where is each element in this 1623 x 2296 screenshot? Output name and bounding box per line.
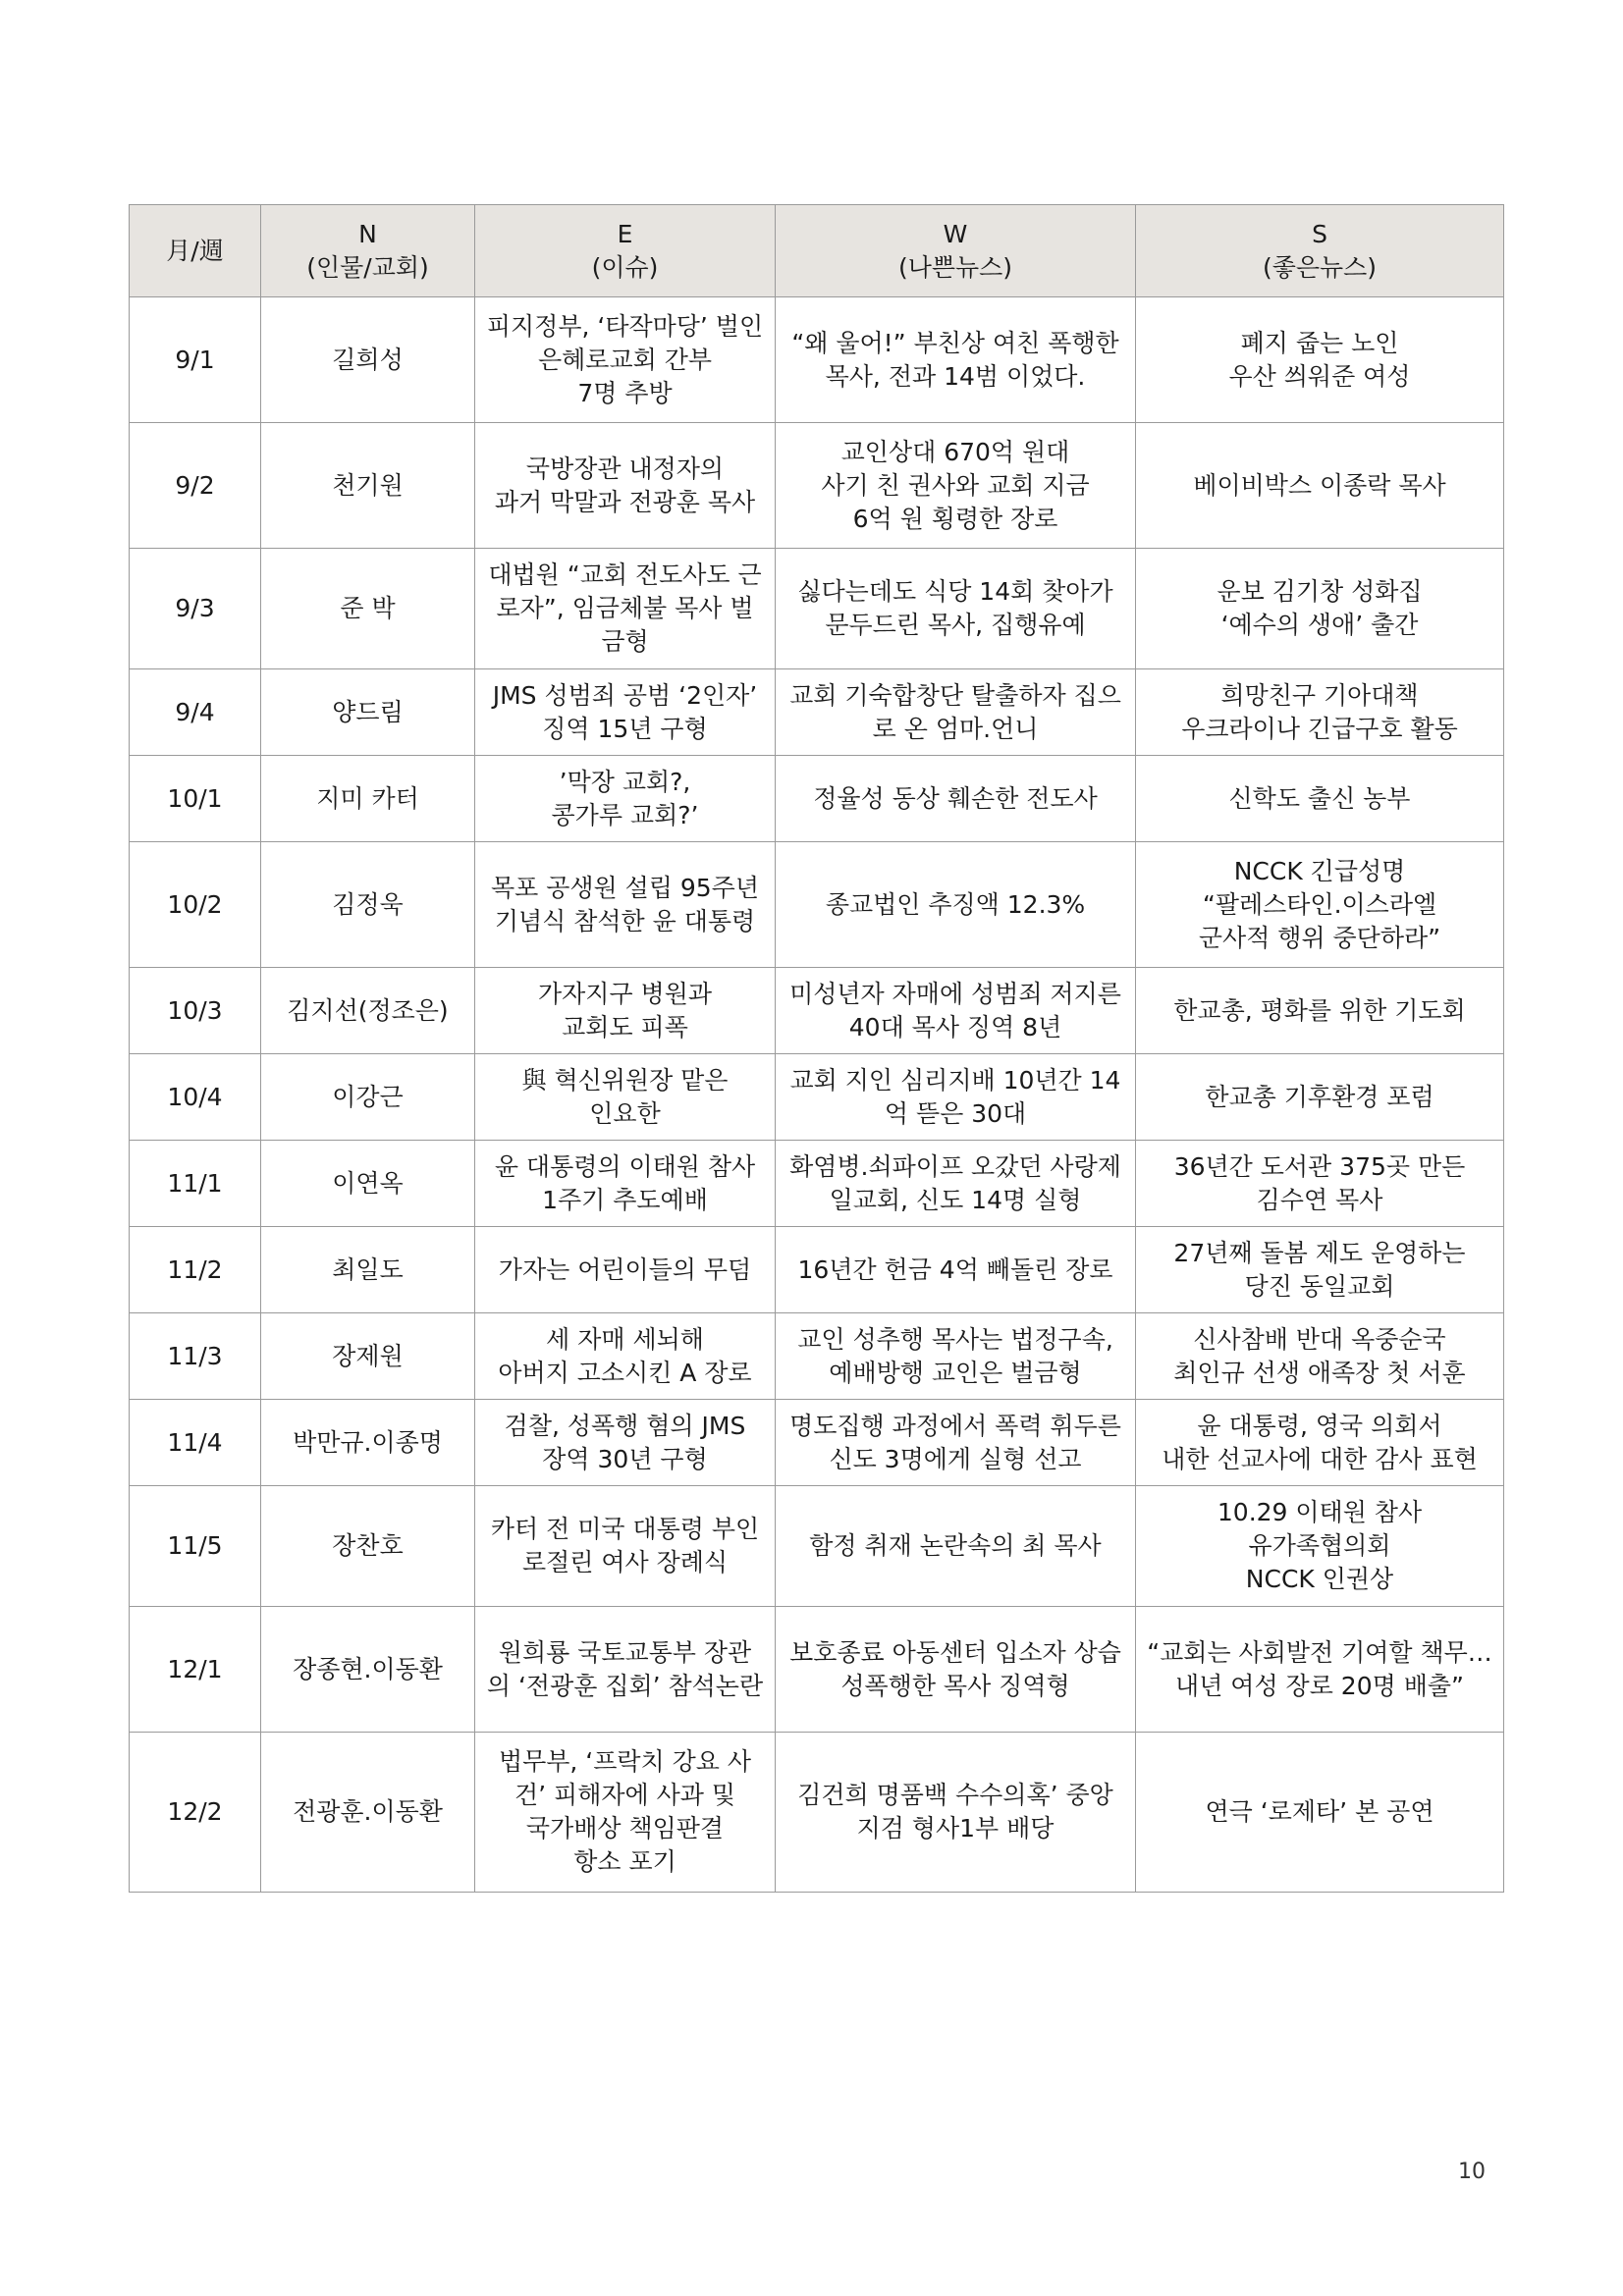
cell-e: 가자지구 병원과 교회도 피폭	[475, 968, 776, 1054]
cell-n: 최일도	[261, 1227, 475, 1313]
cell-s: 27년째 돌봄 제도 운영하는 당진 동일교회	[1136, 1227, 1504, 1313]
cell-n: 지미 카터	[261, 756, 475, 842]
cell-week: 11/4	[130, 1400, 261, 1486]
cell-s: 신학도 출신 농부	[1136, 756, 1504, 842]
cell-n: 장찬호	[261, 1486, 475, 1607]
cell-s: 한교총 기후환경 포럼	[1136, 1054, 1504, 1141]
cell-n: 장종현.이동환	[261, 1607, 475, 1733]
cell-e: 가자는 어린이들의 무덤	[475, 1227, 776, 1313]
cell-n: 준 박	[261, 549, 475, 669]
cell-week: 11/1	[130, 1141, 261, 1227]
header-e: E (이슈)	[475, 205, 776, 297]
cell-w: 종교법인 추징액 12.3%	[776, 842, 1136, 968]
cell-s: 폐지 줍는 노인 우산 씌워준 여성	[1136, 297, 1504, 423]
cell-w: 미성년자 자매에 성범죄 저지른 40대 목사 징역 8년	[776, 968, 1136, 1054]
table-row	[130, 842, 1504, 968]
cell-n: 박만규.이종명	[261, 1400, 475, 1486]
cell-week: 9/3	[130, 549, 261, 669]
cell-w: 보호종료 아동센터 입소자 상습 성폭행한 목사 징역형	[776, 1607, 1136, 1733]
cell-n: 이강근	[261, 1054, 475, 1141]
header-n: N (인물/교회)	[261, 205, 475, 297]
cell-e: ’막장 교회?, 콩가루 교회?’	[475, 756, 776, 842]
table-row	[130, 1313, 1504, 1400]
table-row	[130, 1227, 1504, 1313]
cell-w: 교회 지인 심리지배 10년간 14 억 뜯은 30대	[776, 1054, 1136, 1141]
header-row	[130, 205, 1504, 297]
cell-week: 11/2	[130, 1227, 261, 1313]
cell-week: 11/3	[130, 1313, 261, 1400]
cell-w: 명도집행 과정에서 폭력 휘두른 신도 3명에게 실형 선고	[776, 1400, 1136, 1486]
cell-s: 운보 김기창 성화집 ‘예수의 생애’ 출간	[1136, 549, 1504, 669]
cell-e: 與 혁신위원장 맡은 인요한	[475, 1054, 776, 1141]
cell-e: 법무부, ‘프락치 강요 사 건’ 피해자에 사과 및 국가배상 책임판결 항소 포기	[475, 1733, 776, 1893]
cell-e: 목포 공생원 설립 95주년 기념식 참석한 윤 대통령	[475, 842, 776, 968]
cell-w: 16년간 헌금 4억 빼돌린 장로	[776, 1227, 1136, 1313]
table-header	[130, 205, 1504, 297]
table-row	[130, 1607, 1504, 1733]
page-number: 10	[1458, 2160, 1486, 2184]
cell-week: 10/1	[130, 756, 261, 842]
cell-s: 베이비박스 이종락 목사	[1136, 423, 1504, 549]
weekly-news-table	[129, 204, 1504, 1893]
table-row	[130, 756, 1504, 842]
cell-n: 천기원	[261, 423, 475, 549]
cell-e: 검찰, 성폭행 혐의 JMS 장역 30년 구형	[475, 1400, 776, 1486]
cell-s: 신사참배 반대 옥중순국 최인규 선생 애족장 첫 서훈	[1136, 1313, 1504, 1400]
cell-s: NCCK 긴급성명 “팔레스타인.이스라엘 군사적 행위 중단하라”	[1136, 842, 1504, 968]
cell-week: 9/1	[130, 297, 261, 423]
cell-s: 한교총, 평화를 위한 기도회	[1136, 968, 1504, 1054]
table-row	[130, 968, 1504, 1054]
cell-w: 교인 성추행 목사는 법정구속, 예배방행 교인은 벌금형	[776, 1313, 1136, 1400]
cell-w: 교회 기숙합창단 탈출하자 집으 로 온 엄마.언니	[776, 669, 1136, 756]
cell-w: 화염병.쇠파이프 오갔던 사랑제 일교회, 신도 14명 실형	[776, 1141, 1136, 1227]
header-s: S (좋은뉴스)	[1136, 205, 1504, 297]
cell-n: 양드림	[261, 669, 475, 756]
table-row	[130, 549, 1504, 669]
table-row	[130, 1400, 1504, 1486]
cell-s: 윤 대통령, 영국 의회서 내한 선교사에 대한 감사 표현	[1136, 1400, 1504, 1486]
cell-e: 카터 전 미국 대통령 부인 로절린 여사 장례식	[475, 1486, 776, 1607]
cell-s: 희망친구 기아대책 우크라이나 긴급구호 활동	[1136, 669, 1504, 756]
cell-week: 12/2	[130, 1733, 261, 1893]
cell-s: 10.29 이태원 참사 유가족협의회 NCCK 인권상	[1136, 1486, 1504, 1607]
cell-week: 10/3	[130, 968, 261, 1054]
table-row	[130, 1733, 1504, 1893]
cell-e: 국방장관 내정자의 과거 막말과 전광훈 목사	[475, 423, 776, 549]
table-row	[130, 423, 1504, 549]
table-row	[130, 1141, 1504, 1227]
cell-w: 교인상대 670억 원대 사기 친 권사와 교회 지금 6억 원 횡령한 장로	[776, 423, 1136, 549]
cell-n: 장제원	[261, 1313, 475, 1400]
cell-e: 원희룡 국토교통부 장관 의 ‘전광훈 집회’ 참석논란	[475, 1607, 776, 1733]
table-body	[130, 297, 1504, 1893]
table-row	[130, 1486, 1504, 1607]
cell-week: 9/2	[130, 423, 261, 549]
cell-e: 세 자매 세뇌해 아버지 고소시킨 A 장로	[475, 1313, 776, 1400]
cell-s: “교회는 사회발전 기여할 책무… 내년 여성 장로 20명 배출”	[1136, 1607, 1504, 1733]
cell-e: JMS 성범죄 공범 ‘2인자’ 징역 15년 구형	[475, 669, 776, 756]
table-row	[130, 1054, 1504, 1141]
cell-e: 윤 대통령의 이태원 참사 1주기 추도예배	[475, 1141, 776, 1227]
cell-n: 김지선(정조은)	[261, 968, 475, 1054]
cell-s: 연극 ‘로제타’ 본 공연	[1136, 1733, 1504, 1893]
cell-w: 김건희 명품백 수수의혹’ 중앙 지검 형사1부 배당	[776, 1733, 1136, 1893]
cell-week: 10/2	[130, 842, 261, 968]
cell-w: 정율성 동상 훼손한 전도사	[776, 756, 1136, 842]
cell-e: 대법원 “교회 전도사도 근 로자”, 임금체불 목사 벌 금형	[475, 549, 776, 669]
cell-week: 11/5	[130, 1486, 261, 1607]
cell-w: 싫다는데도 식당 14회 찾아가 문두드린 목사, 집행유예	[776, 549, 1136, 669]
cell-n: 전광훈.이동환	[261, 1733, 475, 1893]
cell-s: 36년간 도서관 375곳 만든 김수연 목사	[1136, 1141, 1504, 1227]
cell-n: 김정욱	[261, 842, 475, 968]
cell-week: 12/1	[130, 1607, 261, 1733]
header-week: 月/週	[130, 205, 261, 297]
cell-w: 함정 취재 논란속의 최 목사	[776, 1486, 1136, 1607]
cell-week: 9/4	[130, 669, 261, 756]
cell-week: 10/4	[130, 1054, 261, 1141]
cell-n: 길희성	[261, 297, 475, 423]
header-w: W (나쁜뉴스)	[776, 205, 1136, 297]
table-row	[130, 297, 1504, 423]
cell-e: 피지정부, ‘타작마당’ 벌인 은혜로교회 간부 7명 추방	[475, 297, 776, 423]
table-row	[130, 669, 1504, 756]
cell-n: 이연옥	[261, 1141, 475, 1227]
cell-w: “왜 울어!” 부친상 여친 폭행한 목사, 전과 14범 이었다.	[776, 297, 1136, 423]
